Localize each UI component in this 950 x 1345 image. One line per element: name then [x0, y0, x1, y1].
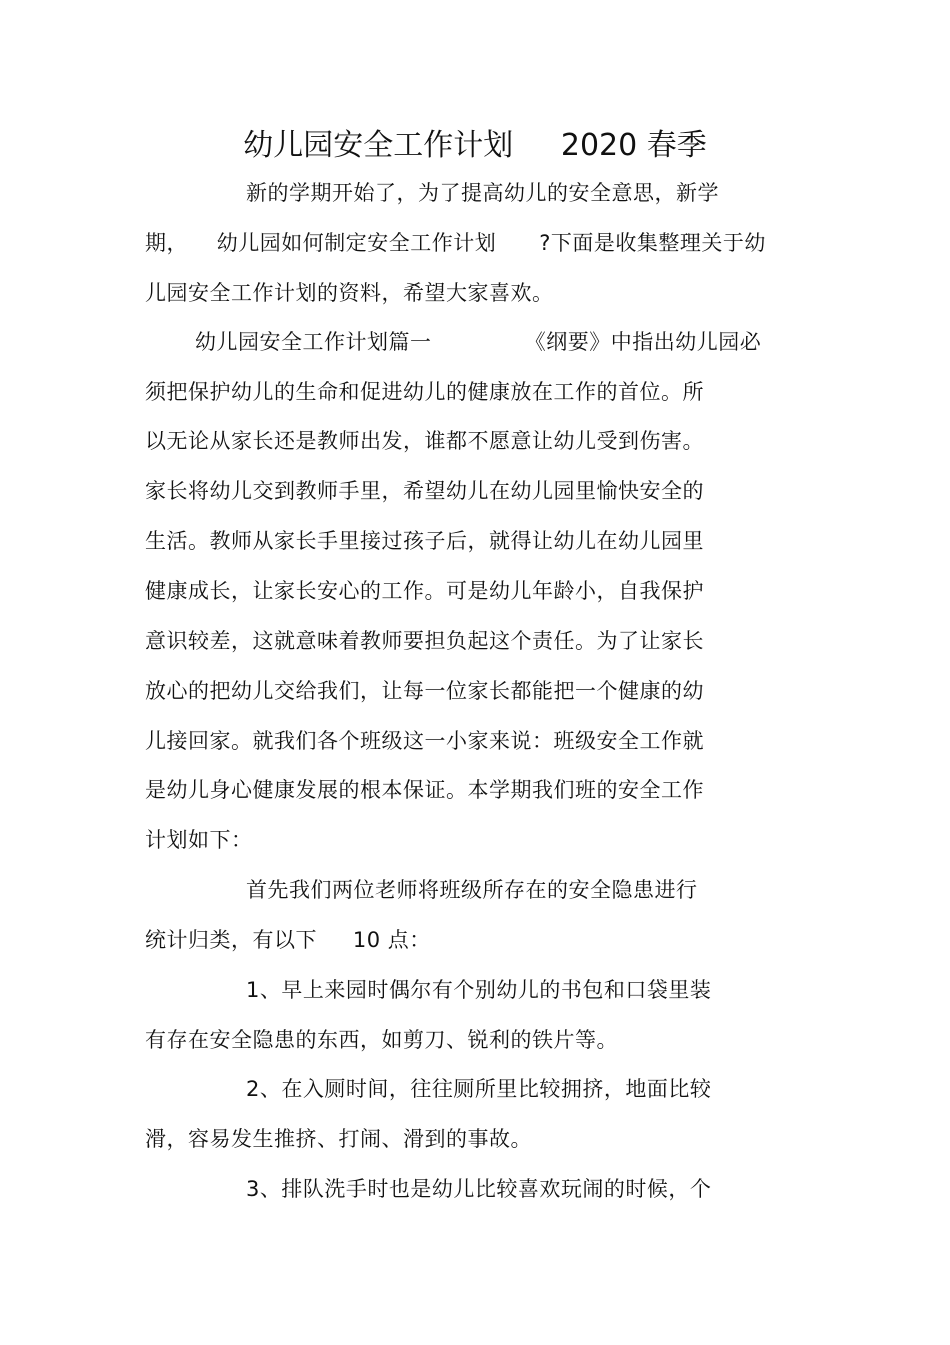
list-item-line: 1、早上来园时偶尔有个别幼儿的书包和口袋里装: [246, 978, 712, 1002]
paragraph-line: 生活。教师从家长手里接过孩子后，就得让幼儿在幼儿园里: [145, 529, 704, 553]
paragraph-line: 期， 幼儿园如何制定安全工作计划 ?下面是收集整理关于幼: [145, 231, 766, 255]
paragraph-line: 幼儿园安全工作计划篇一 《纲要》中指出幼儿园必: [195, 330, 762, 354]
paragraph-line: 须把保护幼儿的生命和促进幼儿的健康放在工作的首位。所: [145, 380, 704, 404]
paragraph-line: 统计归类，有以下 10 点：: [145, 928, 431, 952]
paragraph-line: 以无论从家长还是教师出发，谁都不愿意让幼儿受到伤害。: [145, 429, 704, 453]
list-item-line: 有存在安全隐患的东西，如剪刀、锐利的铁片等。: [145, 1028, 618, 1052]
paragraph-line: 意识较差，这就意味着教师要担负起这个责任。为了让家长: [145, 629, 704, 653]
list-item-line: 滑，容易发生推挤、打闹、滑到的事故。: [145, 1127, 532, 1151]
paragraph-line: 儿园安全工作计划的资料，希望大家喜欢。: [145, 281, 554, 305]
document-title: 幼儿园安全工作计划 2020 春季: [243, 128, 707, 163]
paragraph-line: 新的学期开始了，为了提高幼儿的安全意思，新学: [246, 181, 719, 205]
list-item-line: 3、排队洗手时也是幼儿比较喜欢玩闹的时候，个: [246, 1177, 712, 1201]
paragraph-line: 儿接回家。就我们各个班级这一小家来说：班级安全工作就: [145, 729, 704, 753]
paragraph-line: 是幼儿身心健康发展的根本保证。本学期我们班的安全工作: [145, 778, 704, 802]
paragraph-line: 健康成长，让家长安心的工作。可是幼儿年龄小，自我保护: [145, 579, 704, 603]
paragraph-line: 家长将幼儿交到教师手里，希望幼儿在幼儿园里愉快安全的: [145, 479, 704, 503]
paragraph-line: 首先我们两位老师将班级所存在的安全隐患进行: [246, 878, 698, 902]
paragraph-line: 计划如下：: [145, 828, 253, 852]
paragraph-line: 放心的把幼儿交给我们，让每一位家长都能把一个健康的幼: [145, 679, 704, 703]
list-item-line: 2、在入厕时间，往往厕所里比较拥挤，地面比较: [246, 1077, 712, 1101]
